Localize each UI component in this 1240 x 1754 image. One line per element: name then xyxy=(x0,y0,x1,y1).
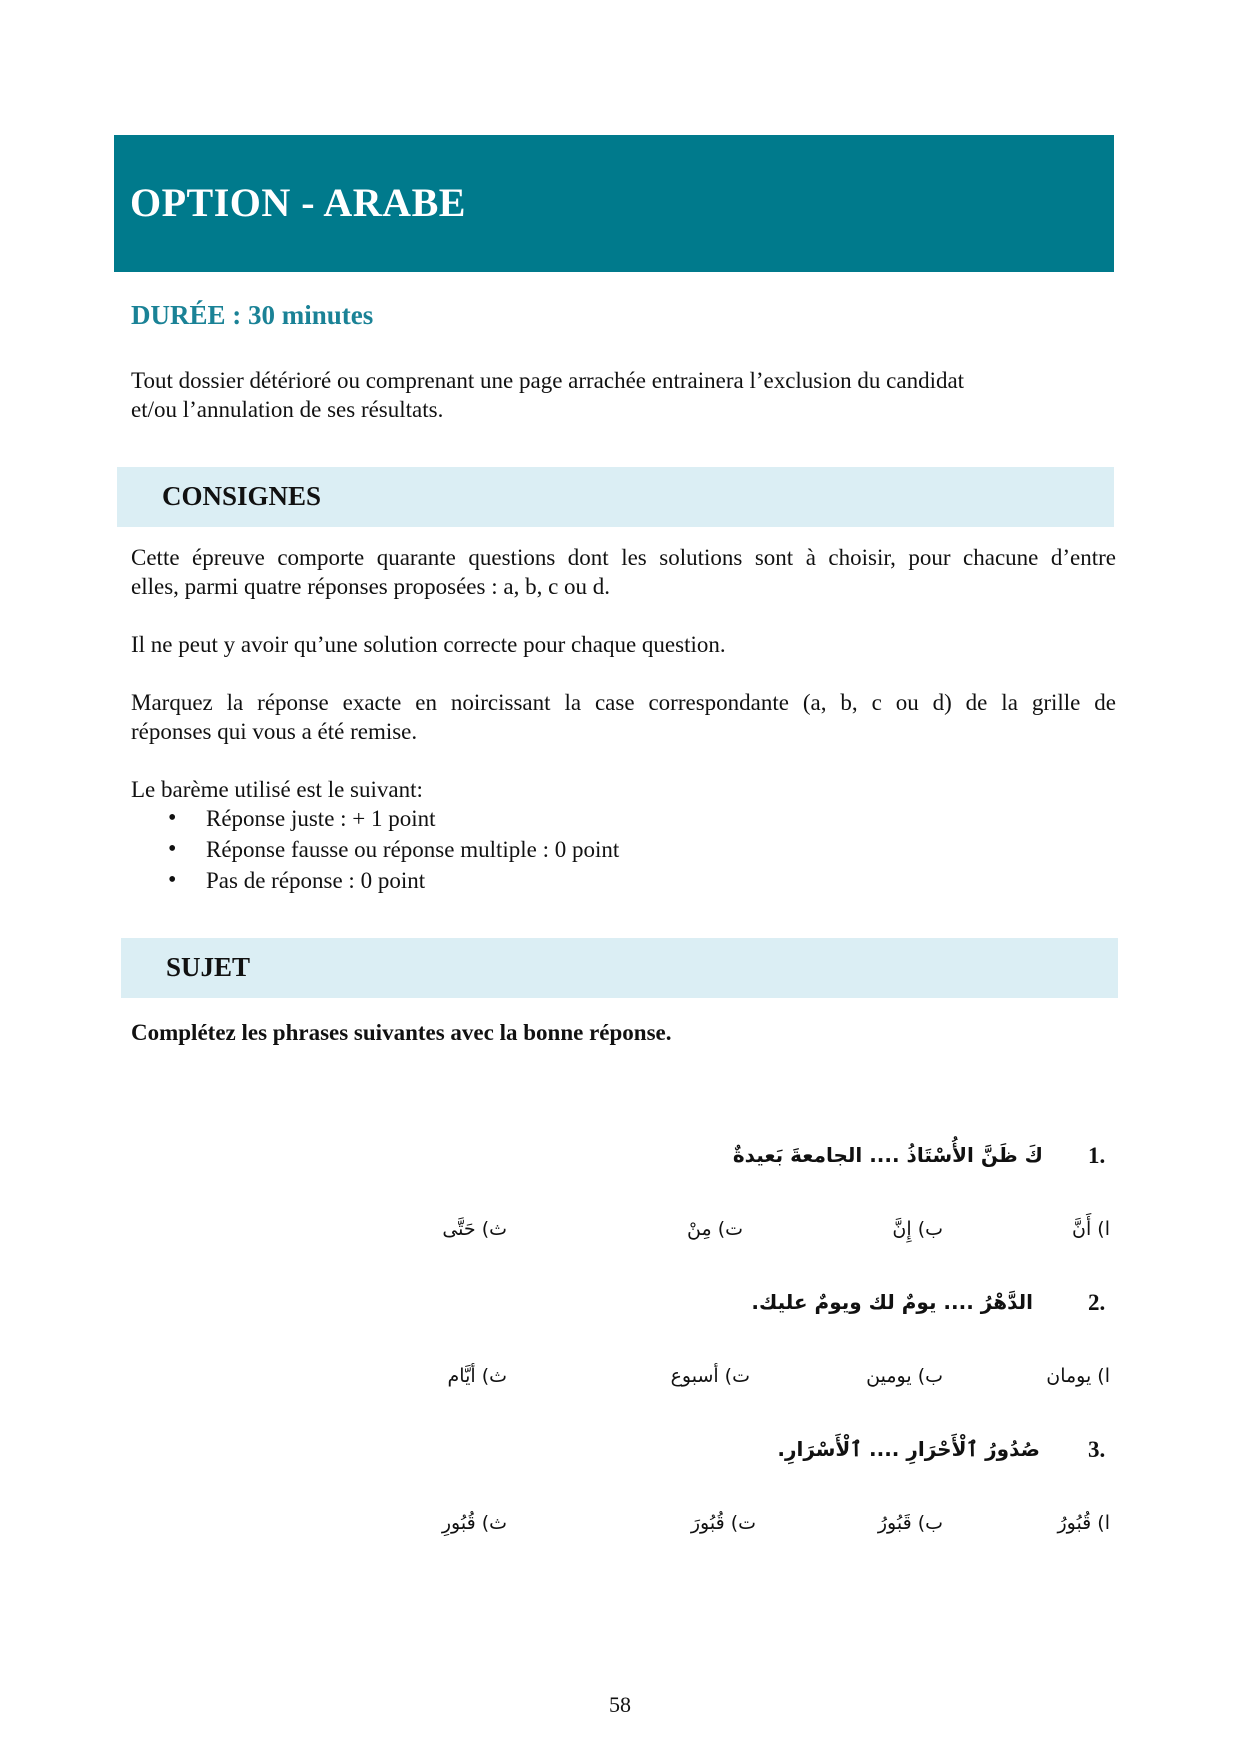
option-b: ب) يومين xyxy=(866,1365,943,1387)
question-number: 1. xyxy=(1088,1143,1106,1168)
option-b: ب) قَبُورُ xyxy=(877,1512,943,1534)
sujet-instruction: Complétez les phrases suivantes avec la bonne réponse. xyxy=(131,1020,672,1045)
question-number: 2. xyxy=(1088,1290,1106,1315)
bareme-item: • Pas de réponse : 0 point xyxy=(160,865,619,896)
option-a: ا) قُبُورُ xyxy=(1057,1512,1110,1534)
option-d: ث) حَتَّى xyxy=(442,1218,507,1240)
option-a: ا) أَنَّ xyxy=(1072,1218,1110,1240)
bareme-list xyxy=(160,803,619,896)
bareme-intro: Le barème utilisé est le suivant: xyxy=(131,777,423,802)
option-c: ت) قُبُورَ xyxy=(690,1512,756,1534)
warning-line-2: et/ou l’annulation de ses résultats. xyxy=(131,397,444,422)
bareme-item: • Réponse fausse ou réponse multiple : 0 point xyxy=(160,834,619,865)
sujet-header xyxy=(121,938,1118,998)
duration-heading: DURÉE : 30 minutes xyxy=(131,300,374,330)
warning-line-1: Tout dossier détérioré ou comprenant une page arrachée entrainera l’exclusion du candidat xyxy=(131,368,965,393)
option-c: ت) أسبوع xyxy=(670,1365,750,1387)
consignes-para-1-line-2: elles, parmi quatre réponses proposées : a, b, c ou d. xyxy=(131,574,611,599)
question-text: كَ ظَنَّ الأُسْتَاذُ .... الجامعةَ بَعيدةٌ xyxy=(732,1143,1043,1167)
consignes-para-3-line-1: Marquez la réponse exacte en noircissant la case correspondante (a, b, c ou d) de la grille de xyxy=(131,690,1116,715)
consignes-para-1-line-1: Cette épreuve comporte quarante questions dont les solutions sont à choisir, pour chacune d’entre xyxy=(131,545,1116,570)
option-b: ب) إِنَّ xyxy=(892,1218,943,1240)
consignes-title: CONSIGNES xyxy=(162,481,322,511)
consignes-header xyxy=(117,467,1114,527)
question-text: الدَّهْرُ .... يومٌ لك ويومٌ عليك. xyxy=(751,1290,1033,1314)
header-banner xyxy=(114,135,1114,272)
bareme-item: • Réponse juste : + 1 point xyxy=(160,803,619,834)
page-number: 58 xyxy=(609,1692,631,1717)
option-a: ا) يومان xyxy=(1046,1365,1110,1387)
option-c: ت) مِنْ xyxy=(687,1218,743,1240)
option-d: ث) قُبُورِ xyxy=(441,1512,507,1534)
consignes-para-3-line-2: réponses qui vous a été remise. xyxy=(131,719,418,744)
question-number: 3. xyxy=(1088,1437,1106,1462)
page-title: OPTION - ARABE xyxy=(130,180,466,225)
option-d: ث) أيَّام xyxy=(447,1365,507,1387)
question-text: صُدُورُ ٱلْأَحْرَارِ .... ٱلْأَسْرَارِ. xyxy=(777,1437,1040,1461)
sujet-title: SUJET xyxy=(166,952,251,982)
consignes-para-2: Il ne peut y avoir qu’une solution correcte pour chaque question. xyxy=(131,632,726,657)
